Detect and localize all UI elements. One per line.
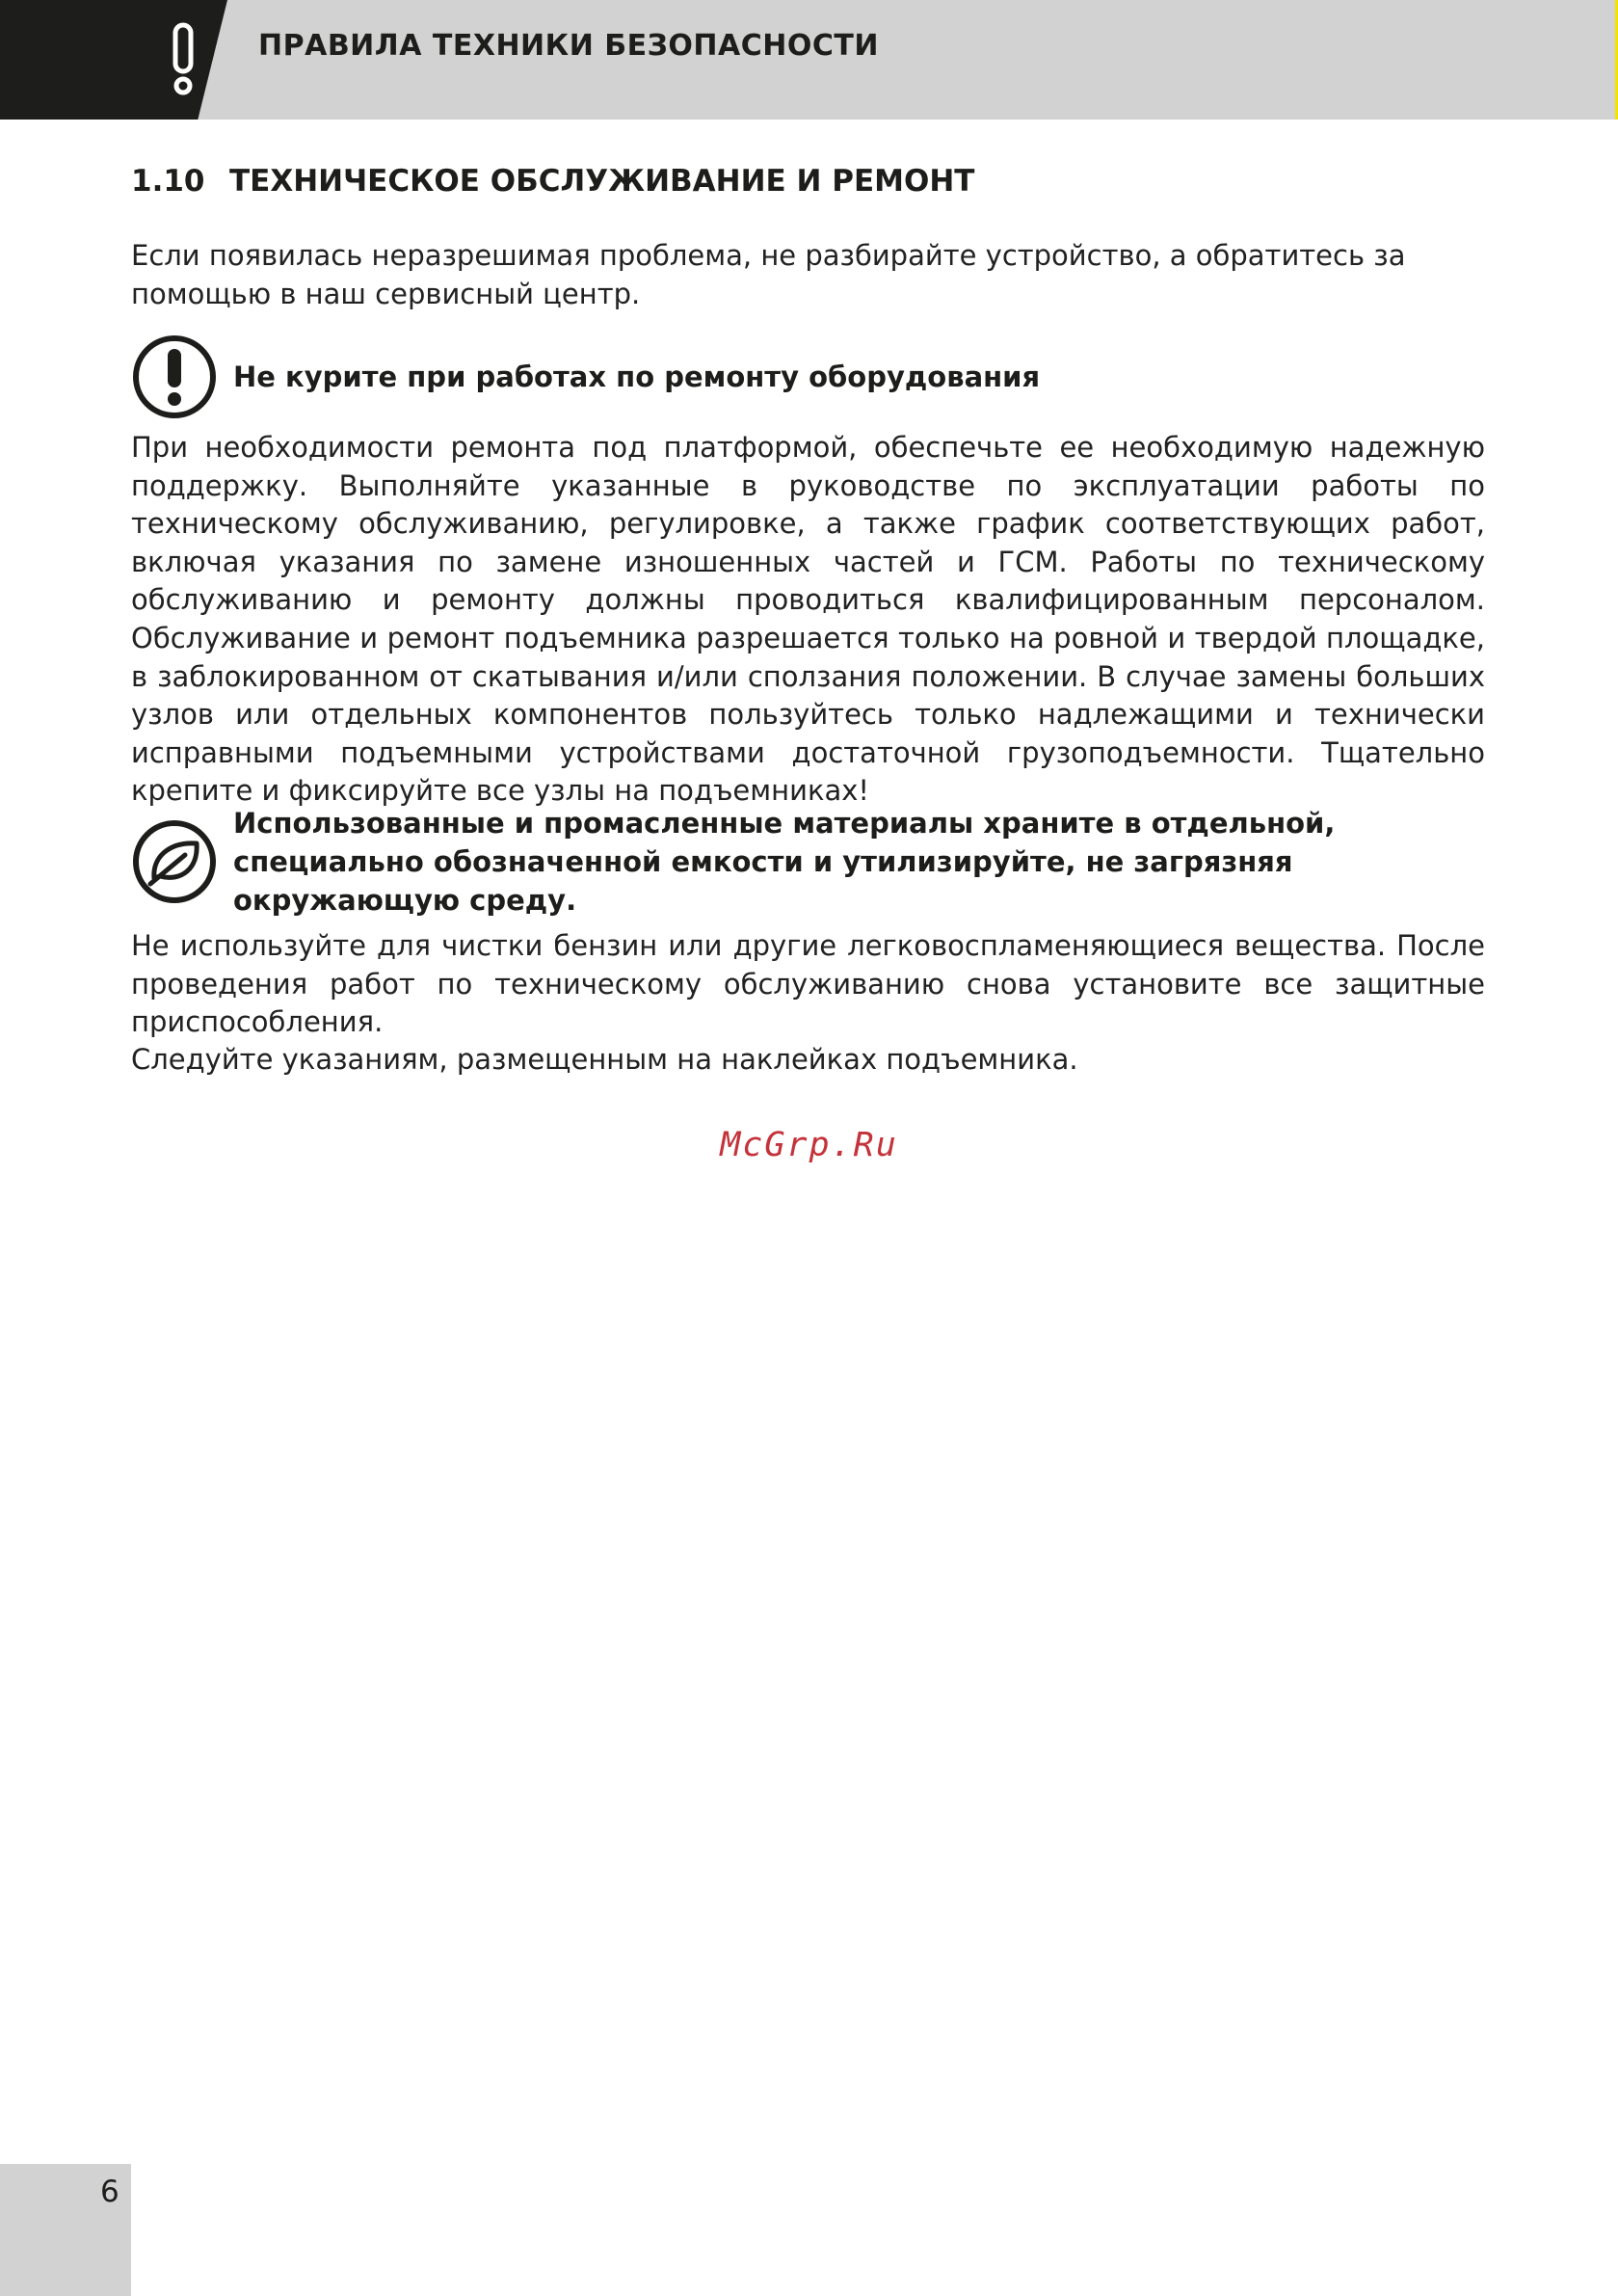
warning-no-smoking (131, 334, 1040, 420)
paragraph-stickers: Следуйте указаниям, размещенным на наклейках подъемника. (131, 1043, 1078, 1076)
section-heading (131, 164, 974, 199)
exclamation-icon (164, 21, 202, 98)
warning-text: Не курите при работах по ремонту оборудования (233, 360, 1041, 393)
warning-exclamation-icon (131, 334, 218, 420)
watermark: McGrp.Ru (720, 1126, 898, 1164)
page-number: 6 (100, 2175, 119, 2209)
section-title: ТЕХНИЧЕСКОЕ ОБСЛУЖИВАНИЕ И РЕМОНТ (229, 164, 975, 199)
warning-environment (131, 804, 1486, 920)
paragraph-cleaning: Не используйте для чистки бензин или другие легковоспламеняющиеся вещества. После проведения работ по техническому обслуживанию снова установите все защитные приспособления. (131, 929, 1485, 1039)
section-number: 1.10 (131, 164, 205, 199)
environment-leaf-icon (131, 818, 218, 905)
header-title: ПРАВИЛА ТЕХНИКИ БЕЗОПАСНОСТИ (258, 29, 879, 63)
warning-text: Использованные и промасленные материалы храните в отдельной, специально обозначенной емкости и утилизируйте, не загрязняя окружающую среду. (233, 807, 1336, 917)
paragraph-service-center: Если появилась неразрешимая проблема, не разбирайте устройство, а обратитесь за помощью в наш сервисный центр. (131, 239, 1406, 310)
paragraph-repair-rules: При необходимости ремонта под платформой, обеспечьте ее необходимую надежную поддержку. Выполняйте указанные в руководстве по эксплуатации работы по техническому обслуживанию, регулировке, а также график соответствующих работ, включая указания по замене изношенных частей и ГСМ. Работы по техническому обслуживанию и ремонту должны проводиться квалифицированным персоналом. Обслуживание и ремонт подъемника разрешается только на ровной и твердой площадке, в заблокированном от скатывания и/или сползания положении. В случае замены больших узлов или отдельных компонентов пользуйтесь только надлежащими и технически исправными подъемными устройствами достаточной грузоподъемности. Тщательно крепите и фиксируйте все узлы на подъемниках! (131, 431, 1485, 808)
